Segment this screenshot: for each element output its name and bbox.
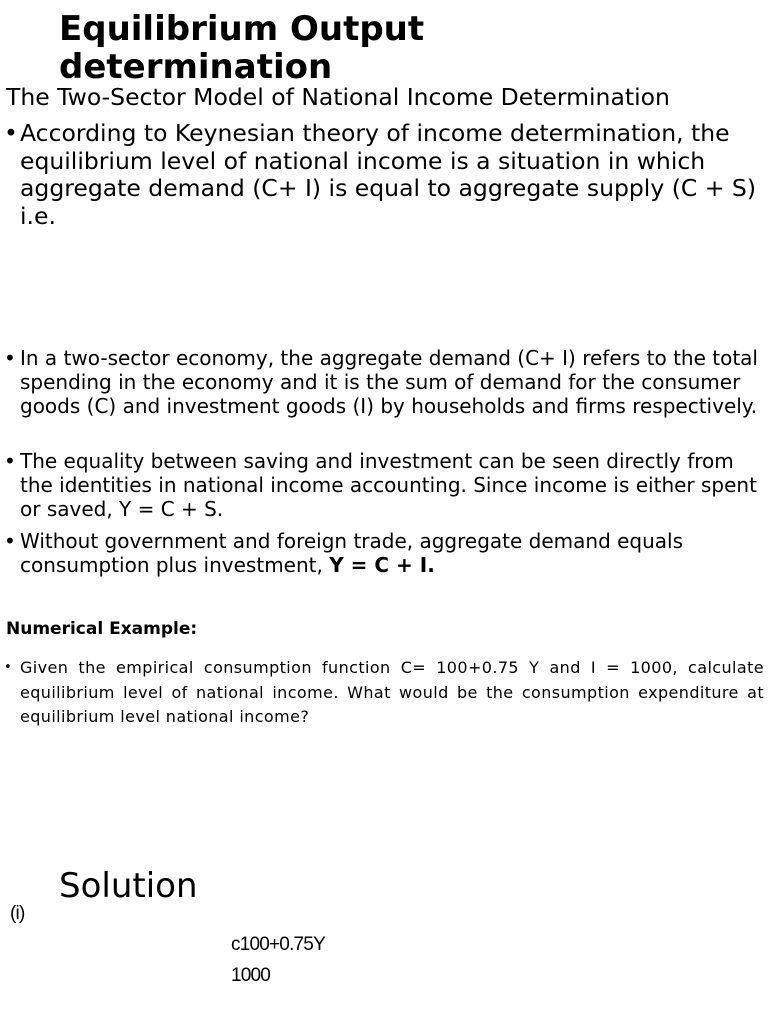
page-title: Equilibrium Output determination [59, 9, 425, 87]
bullet-text: In a two-sector economy, the aggregate demand (C+ I) refers to the total spending in the economy and it is the sum of demand for the consumer goods (C) and investment goods (I) by households and firms respectively. [20, 346, 758, 418]
bullet-marker: • [4, 449, 16, 473]
bullet-text [20, 529, 764, 577]
equation-investment: 1000 [231, 965, 271, 986]
page-subtitle: The Two-Sector Model of National Income Determination [6, 83, 670, 111]
bullet-keynesian-equilibrium [4, 120, 764, 230]
bullet-text: The equality between saving and investment can be seen directly from the identities in national income accounting. Since income is either spent or saved, Y = C + S. [20, 449, 757, 521]
numerical-example-heading: Numerical Example: [6, 619, 198, 639]
bullet-marker: • [4, 119, 18, 147]
bullet-marker: • [4, 529, 16, 553]
bullet-marker: • [4, 660, 12, 675]
bullet-aggregate-demand [4, 346, 764, 432]
question-text: Given the empirical consumption function C= 100+0.75 Y and I = 1000, calculate equilibrium level of national income. What would be the consumption expenditure at equilibrium level national income? [20, 658, 764, 726]
bullet-text-plain: Without government and foreign trade, aggregate demand equals consumption plus investment, [20, 529, 684, 577]
bullet-marker: • [4, 346, 16, 370]
solution-label: (i) [10, 903, 25, 924]
bullet-no-government [4, 529, 764, 577]
numerical-example-question [4, 656, 764, 730]
identity-formula: Y = C + I. [329, 553, 435, 577]
bullet-saving-investment [4, 449, 764, 521]
bullet-text: According to Keynesian theory of income determination, the equilibrium level of national income is a situation in which aggregate demand (C+ I) is equal to aggregate supply (C + S) i.e. [20, 119, 756, 230]
solution-heading: Solution [59, 866, 198, 906]
equation-consumption: c100+0.75Y [231, 934, 325, 955]
